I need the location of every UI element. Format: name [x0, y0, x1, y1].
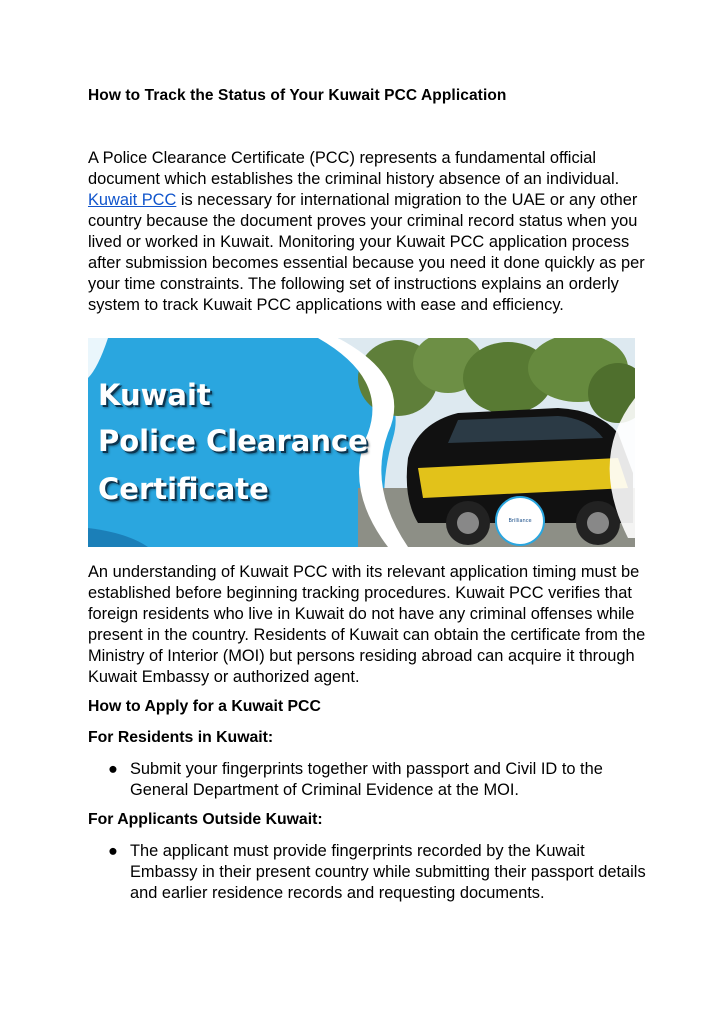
list-item-outside [108, 841, 648, 904]
logo-text: Brilliance [508, 518, 532, 524]
section-heading-apply: How to Apply for a Kuwait PCC [88, 698, 321, 715]
kuwait-pcc-link[interactable]: Kuwait PCC [88, 191, 177, 209]
banner-line-3: Certificate [98, 472, 269, 506]
list-item-text: Submit your fingerprints together with passport and Civil ID to the General Department of Criminal Evidence at the MOI. [130, 760, 603, 799]
banner-line-2: Police Clearance [98, 424, 368, 458]
list-item-residents [108, 759, 648, 801]
intro-paragraph [88, 148, 648, 316]
banner-line-1: Kuwait [98, 378, 211, 412]
subheading-outside: For Applicants Outside Kuwait: [88, 811, 323, 828]
bullet-icon: ● [108, 760, 118, 778]
brilliance-logo [495, 496, 545, 546]
pcc-overview-paragraph: An understanding of Kuwait PCC with its relevant application timing must be established before beginning tracking procedures. Kuwait PCC verifies that foreign residents who live in Kuwait do not have any criminal offenses while present in the country. Residents of Kuwait can obtain the certificate from the Ministry of Interior (MOI) but persons residing abroad can acquire it through Kuwait Embassy or authorized agent. [88, 563, 646, 686]
list-item-text: The applicant must provide fingerprints recorded by the Kuwait Embassy in their present country while submitting their passport details and earlier residence records and requesting documents. [130, 842, 646, 902]
intro-text-after: is necessary for international migration to the UAE or any other country because the document proves your criminal record status when you lived or worked in Kuwait. Monitoring your Kuwait PCC application process after submission becomes essential because you need it done quickly as per your time constraints. The following set of instructions explains an orderly system to track Kuwait PCC applications with ease and efficiency. [88, 191, 645, 314]
page-title: How to Track the Status of Your Kuwait PCC Application [88, 87, 507, 104]
bullet-icon: ● [108, 842, 118, 860]
banner-image [88, 338, 635, 547]
intro-text-before: A Police Clearance Certificate (PCC) represents a fundamental official document which establishes the criminal history absence of an individual. [88, 149, 620, 188]
subheading-residents: For Residents in Kuwait: [88, 729, 274, 746]
